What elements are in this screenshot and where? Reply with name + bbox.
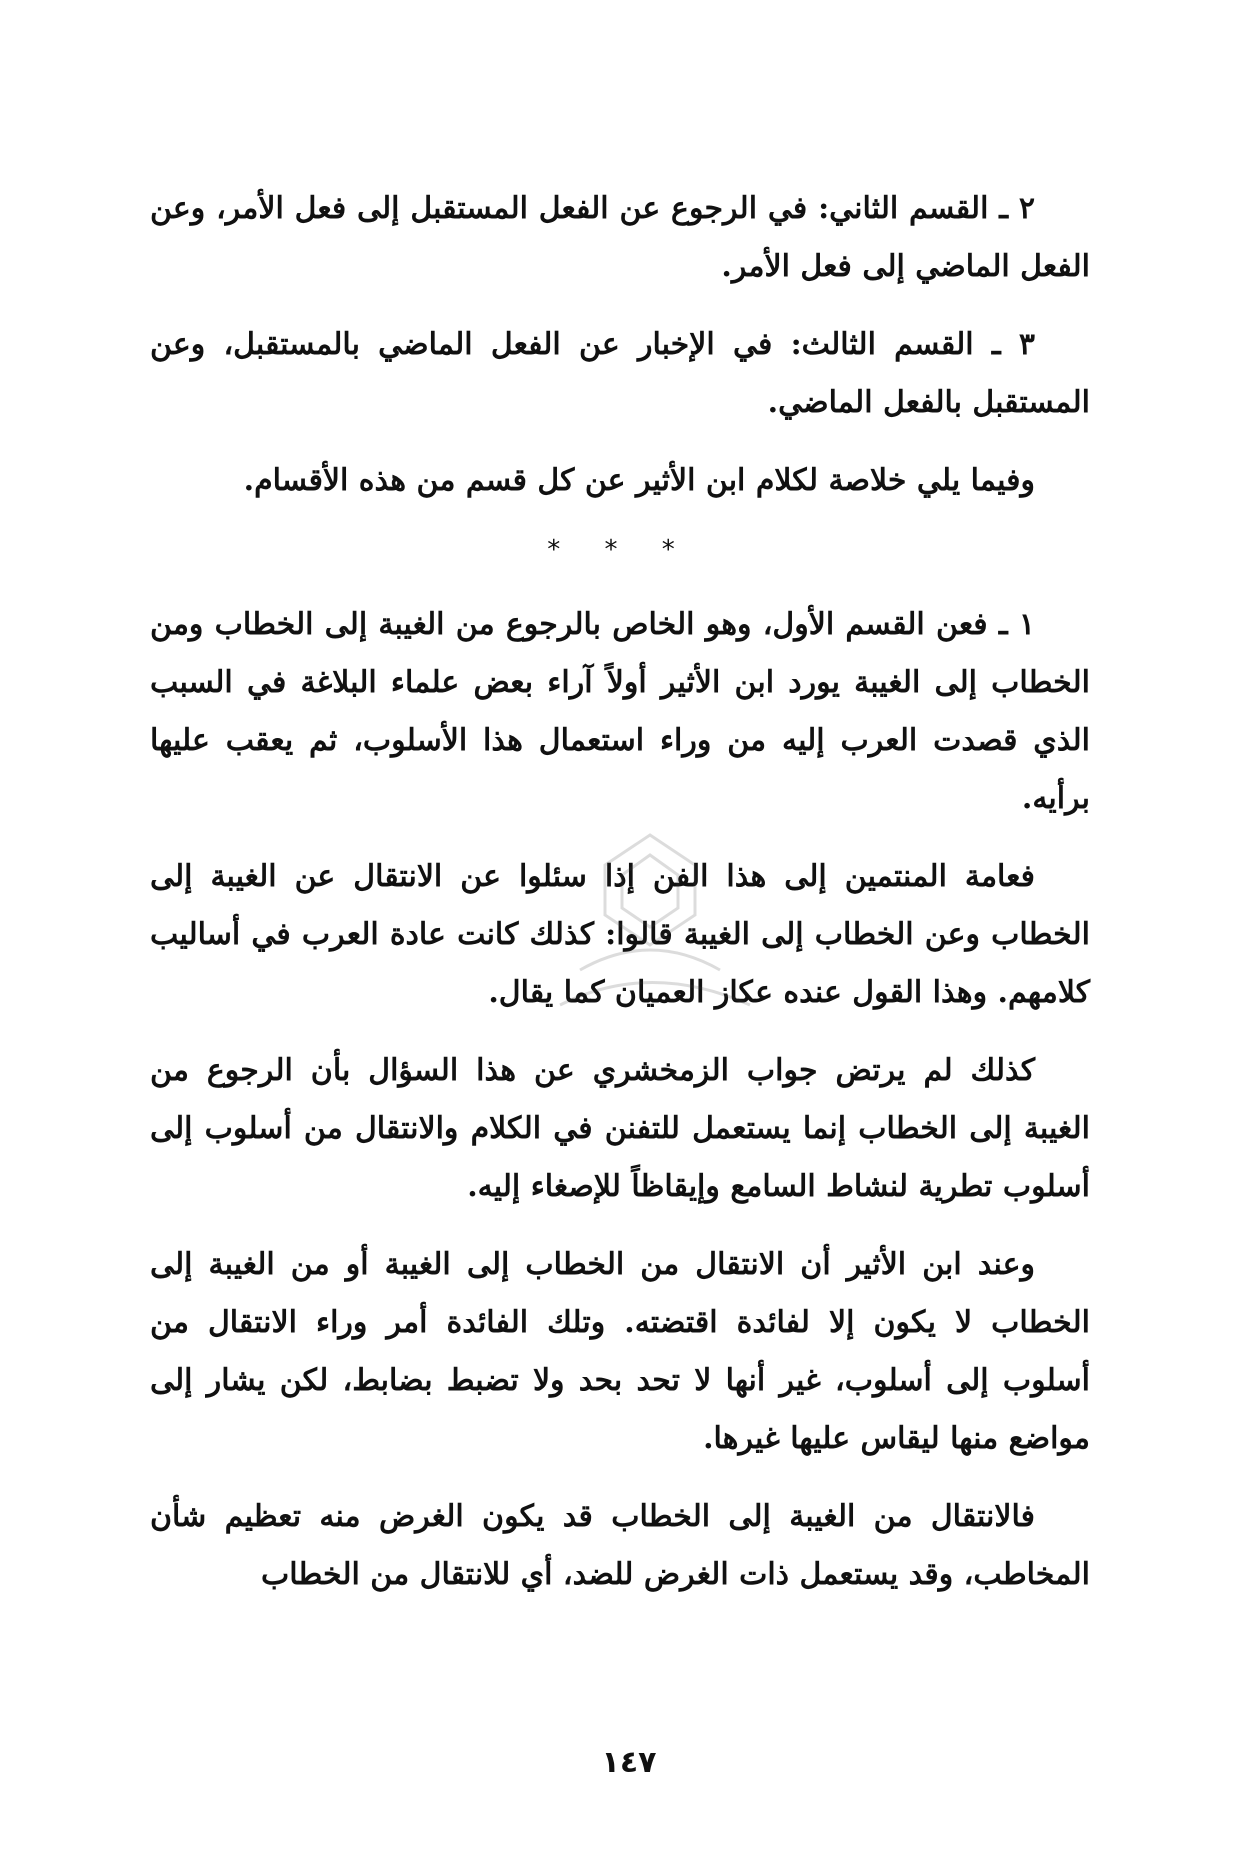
page-body: [150, 180, 1090, 1624]
paragraph-text: في الإخبار عن الفعل الماضي بالمستقبل، وعن المستقبل بالفعل الماضي.: [150, 327, 1090, 420]
paragraph-section-two: [150, 180, 1090, 296]
section-label: ٣ ـ القسم الثالث:: [790, 327, 1036, 362]
paragraph-text: في الرجوع عن الفعل المستقبل إلى فعل الأمر، وعن الفعل الماضي إلى فعل الأمر.: [150, 191, 1090, 284]
paragraph-text: وعند ابن الأثير أن الانتقال من الخطاب إلى الغيبة أو من الغيبة إلى الخطاب لا يكون إلا لفائدة اقتضته. وتلك الفائدة أمر وراء الانتقال من أسلوب إلى أسلوب، غير أنها لا تحد بحد ولا تضبط بضابط، لكن يشار إلى مواضع منها ليقاس عليها غيرها.: [150, 1247, 1090, 1456]
paragraph-text: كذلك لم يرتض جواب الزمخشري عن هذا السؤال بأن الرجوع من الغيبة إلى الخطاب إنما يستعمل للتفنن في الكلام والانتقال من أسلوب إلى أسلوب تطرية لنشاط السامع وإيقاظاً للإصغاء إليه.: [150, 1053, 1090, 1204]
paragraph-text: ١ ـ فعن القسم الأول، وهو الخاص بالرجوع من الغيبة إلى الخطاب ومن الخطاب إلى الغيبة يورد ابن الأثير أولاً آراء بعض علماء البلاغة في السبب الذي قصدت العرب إليه من وراء استعمال هذا الأسلوب، ثم يعقب عليها برأيه.: [150, 607, 1090, 816]
paragraph-summary-intro: [150, 452, 1090, 510]
paragraph-section-three: [150, 316, 1090, 432]
paragraph-first-section: [150, 596, 1090, 828]
paragraph-common-view: [150, 848, 1090, 1022]
paragraph-text: فعامة المنتمين إلى هذا الفن إذا سئلوا عن الانتقال عن الغيبة إلى الخطاب وعن الخطاب إلى الغيبة قالوا: كذلك كانت عادة العرب في أساليب كلامهم. وهذا القول عنده عكاز العميان كما يقال.: [150, 859, 1090, 1010]
paragraph-transition: [150, 1488, 1090, 1604]
paragraph-zamakhshari: [150, 1042, 1090, 1216]
page-number: ١٤٧: [601, 1745, 657, 1780]
section-separator: * * *: [547, 535, 693, 565]
section-label: ٢ ـ القسم الثاني:: [818, 191, 1036, 226]
paragraph-text: فالانتقال من الغيبة إلى الخطاب قد يكون الغرض منه تعظيم شأن المخاطب، وقد يستعمل ذات الغرض للضد، أي للانتقال من الخطاب: [150, 1499, 1090, 1592]
paragraph-text: وفيما يلي خلاصة لكلام ابن الأثير عن كل قسم من هذه الأقسام.: [243, 463, 1035, 498]
paragraph-ibn-athir-view: [150, 1236, 1090, 1468]
